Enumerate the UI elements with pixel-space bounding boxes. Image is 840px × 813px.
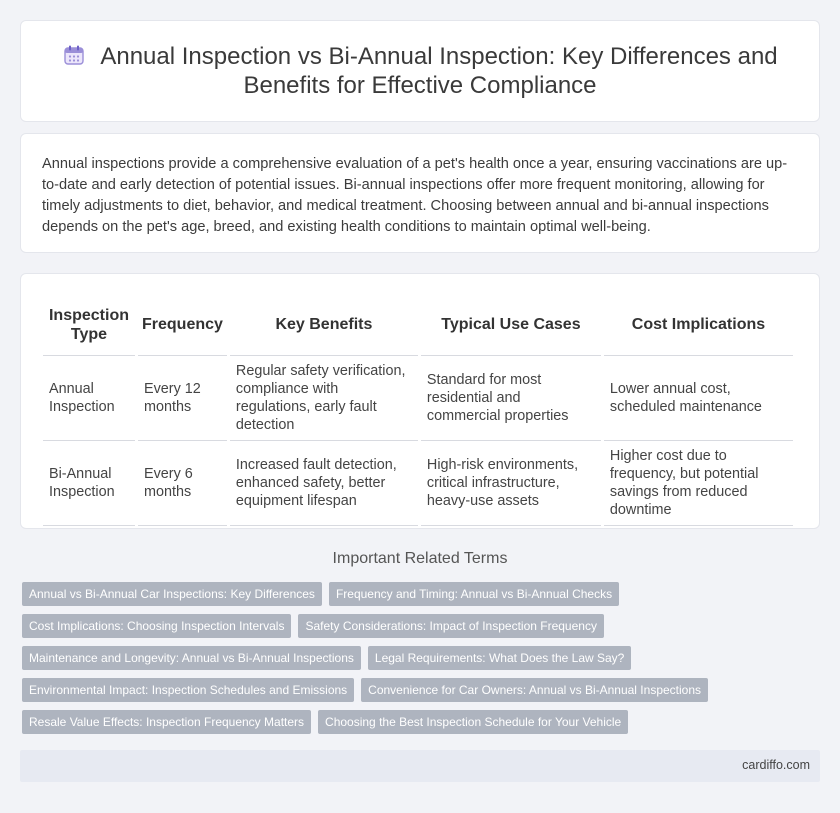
table-row — [43, 356, 793, 441]
related-terms-list — [22, 582, 822, 742]
page-title: Annual Inspection vs Bi-Annual Inspection: Key Differences and Benefits for Effective Compliance — [51, 42, 789, 100]
table-cell: Lower annual cost, scheduled maintenance — [604, 356, 793, 441]
table-cell: Higher cost due to frequency, but potential savings from reduced downtime — [604, 441, 793, 526]
comparison-table-card — [20, 273, 820, 529]
header-key-benefits: Key Benefits — [230, 294, 418, 356]
table-cell: Bi-Annual Inspection — [43, 441, 135, 526]
related-term-tag[interactable]: Safety Considerations: Impact of Inspection Frequency — [298, 614, 604, 638]
related-term-tag[interactable]: Frequency and Timing: Annual vs Bi-Annual Checks — [329, 582, 619, 606]
table-cell: Regular safety verification, compliance with regulations, early fault detection — [230, 356, 418, 441]
related-term-tag[interactable]: Legal Requirements: What Does the Law Say? — [368, 646, 631, 670]
related-term-tag[interactable]: Resale Value Effects: Inspection Frequency Matters — [22, 710, 311, 734]
calendar-icon — [62, 43, 86, 67]
table-cell: Standard for most residential and commercial properties — [421, 356, 601, 441]
intro-card — [20, 133, 820, 253]
related-term-tag[interactable]: Convenience for Car Owners: Annual vs Bi-Annual Inspections — [361, 678, 708, 702]
related-term-tag[interactable]: Cost Implications: Choosing Inspection Intervals — [22, 614, 291, 638]
footer-site-link[interactable]: cardiffo.com — [742, 758, 810, 772]
related-term-tag[interactable]: Environmental Impact: Inspection Schedules and Emissions — [22, 678, 354, 702]
table-row — [43, 441, 793, 526]
header-cost-implications: Cost Implications — [604, 294, 793, 356]
table-cell: Annual Inspection — [43, 356, 135, 441]
related-term-tag[interactable]: Annual vs Bi-Annual Car Inspections: Key Differences — [22, 582, 322, 606]
related-terms-title: Important Related Terms — [332, 550, 508, 567]
header-inspection-type: Inspection Type — [43, 294, 135, 356]
table-cell: High-risk environments, critical infrastructure, heavy-use assets — [421, 441, 601, 526]
header-card — [20, 20, 820, 122]
header-typical-use-cases: Typical Use Cases — [421, 294, 601, 356]
table-cell: Every 6 months — [138, 441, 227, 526]
table-cell: Increased fault detection, enhanced safety, better equipment lifespan — [230, 441, 418, 526]
related-term-tag[interactable]: Choosing the Best Inspection Schedule for Your Vehicle — [318, 710, 628, 734]
table-cell: Every 12 months — [138, 356, 227, 441]
comparison-table — [40, 294, 796, 526]
footer — [20, 750, 820, 782]
header-frequency: Frequency — [138, 294, 227, 356]
related-term-tag[interactable]: Maintenance and Longevity: Annual vs Bi-Annual Inspections — [22, 646, 361, 670]
intro-text: Annual inspections provide a comprehensive evaluation of a pet's health once a year, ensuring vaccinations are up-to-date and early detection of potential issues. Bi-annual inspections offer more frequent monitoring, allowing for timely adjustments to diet, behavior, and medical treatment. Choosing between annual and bi-annual inspections depends on the pet's age, breed, and existing health conditions to maintain optimal well-being. — [42, 156, 788, 235]
